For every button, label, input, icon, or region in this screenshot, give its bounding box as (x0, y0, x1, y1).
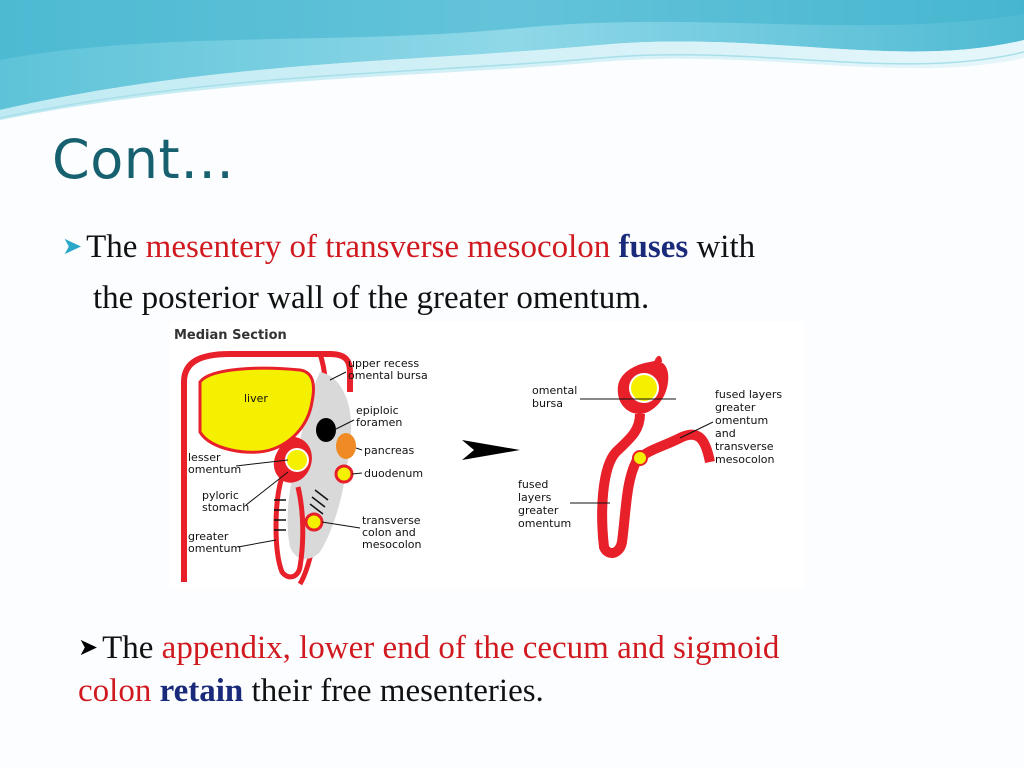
svg-text:fused layers: fused layers (715, 388, 783, 401)
svg-text:mesocolon: mesocolon (715, 453, 775, 466)
right-stomach-lumen (630, 374, 658, 402)
svg-text:omentum: omentum (715, 414, 769, 427)
slide-title: Cont… (52, 128, 235, 191)
right-colon-shape (633, 451, 647, 465)
svg-text:greater: greater (188, 530, 229, 543)
svg-text:greater: greater (715, 401, 756, 414)
svg-text:layers: layers (518, 491, 552, 504)
pancreas-shape (336, 433, 356, 459)
bullet-point-2 (78, 628, 978, 711)
svg-text:pancreas: pancreas (364, 444, 415, 457)
bullet-1-keyword: fuses (618, 229, 689, 265)
svg-text:transverse: transverse (362, 514, 421, 527)
label-liver: liver (244, 392, 268, 405)
svg-text:foramen: foramen (356, 416, 403, 429)
median-section-diagram (170, 322, 804, 588)
diagram-title: Median Section (174, 328, 287, 343)
svg-text:omentum: omentum (518, 517, 572, 530)
bullet-1-text-a: The (86, 229, 146, 265)
svg-text:fused: fused (518, 478, 549, 491)
svg-text:colon and: colon and (362, 526, 416, 539)
bullet-2-text-a: The (102, 630, 162, 666)
bullet-arrow-icon: ➤ (78, 635, 99, 661)
bullet-2-highlight-a: appendix, lower end of the cecum and sigmoid (161, 630, 780, 666)
svg-text:bursa: bursa (532, 397, 563, 410)
svg-text:greater: greater (518, 504, 559, 517)
bullet-arrow-icon: ➤ (62, 234, 83, 260)
bullet-1-text-b: the posterior wall of the greater omentum. (93, 280, 650, 316)
svg-text:transverse: transverse (715, 440, 774, 453)
epiploic-foramen-shape (316, 418, 336, 442)
bullet-2-highlight-b: colon (78, 673, 152, 709)
svg-text:duodenum: duodenum (364, 467, 424, 480)
svg-text:epiploic: epiploic (356, 404, 399, 417)
bullet-2-keyword: retain (159, 673, 244, 709)
stomach-lumen (286, 449, 308, 471)
svg-text:lesser: lesser (188, 451, 221, 464)
transverse-colon-shape (306, 514, 322, 530)
header-wave-decoration (0, 0, 1024, 130)
svg-text:omentum: omentum (188, 542, 242, 555)
svg-text:omentum: omentum (188, 463, 242, 476)
svg-text:upper recess: upper recess (348, 357, 420, 370)
svg-text:and: and (715, 427, 736, 440)
svg-text:stomach: stomach (202, 501, 250, 514)
bullet-point-1: ➤ The mesentery of transverse mesocolon fuses with the posterior wall of the greater omentum. (62, 223, 982, 322)
bullet-1-highlight: mesentery of transverse mesocolon (145, 229, 611, 265)
svg-text:mesocolon: mesocolon (362, 538, 422, 551)
bullet-2-text-b: their free mesenteries. (243, 673, 544, 709)
svg-text:omental bursa: omental bursa (348, 369, 428, 382)
svg-text:pyloric: pyloric (202, 489, 239, 502)
duodenum-shape (336, 466, 352, 482)
svg-text:omental: omental (532, 384, 578, 397)
